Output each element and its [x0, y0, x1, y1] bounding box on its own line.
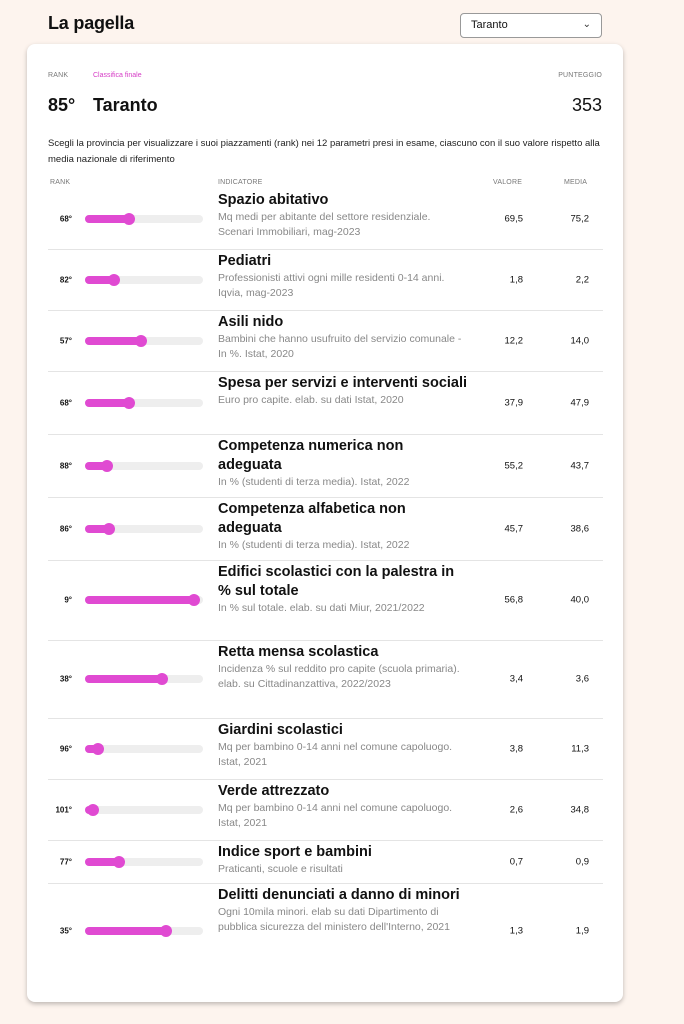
indicator-source: In % (studenti di terza media). Istat, 2022: [218, 476, 410, 488]
indicator-source: Mq per bambino 0-14 anni nel comune capoluogo. Istat, 2021: [218, 802, 453, 829]
indicator-rank: 38°: [59, 674, 72, 684]
indicator-title: Edifici scolastici con la palestra in % sul totale: [218, 564, 455, 599]
rank-bar: [85, 927, 203, 935]
indicator-rank: 86°: [59, 524, 72, 533]
indicator-row: [48, 249, 603, 311]
indicator-value: 12,2: [504, 335, 523, 346]
indicator-text: [218, 252, 468, 301]
indicator-rank: 35°: [59, 926, 72, 935]
indicator-average: 43,7: [570, 460, 589, 471]
rank-bar: [85, 745, 203, 753]
indicator-value: 45,7: [504, 523, 523, 534]
indicator-text: [218, 782, 468, 831]
indicator-value: 55,2: [504, 460, 523, 471]
indicator-value: 3,8: [509, 743, 523, 754]
indicator-value: 2,6: [509, 804, 523, 815]
chevron-down-icon: ⌄: [582, 19, 591, 30]
province-select[interactable]: [460, 13, 602, 38]
rank-bar: [85, 858, 203, 866]
rank-bar-marker: [188, 594, 200, 606]
indicator-average: 14,0: [570, 335, 589, 346]
indicator-average: 0,9: [575, 856, 589, 867]
indicator-source: Ogni 10mila minori. elab su dati Dipartimento di pubblica sicurezza del ministero dell'Interno, 2021: [218, 906, 450, 933]
indicator-text: [218, 313, 468, 362]
indicator-rank: 82°: [59, 275, 72, 284]
indicator-average: 3,6: [575, 673, 589, 685]
indicator-value: 69,5: [504, 213, 523, 224]
indicator-text: [218, 563, 468, 616]
overall-rank: 85°: [48, 95, 76, 115]
indicator-rank: 88°: [59, 461, 72, 470]
indicator-rank: 96°: [59, 744, 72, 753]
indicator-value: 56,8: [504, 594, 523, 606]
rank-bar-fill: [85, 927, 166, 935]
indicator-title: Delitti denunciati a danno di minori: [218, 887, 460, 903]
rank-bar-fill: [85, 596, 194, 604]
rank-bar: [85, 596, 203, 604]
indicator-text: [218, 843, 468, 877]
indicator-text: [218, 886, 468, 935]
page-title: La pagella: [48, 13, 135, 33]
indicator-title: Competenza numerica non adeguata: [218, 438, 404, 473]
rank-bar-marker: [103, 523, 115, 535]
indicator-rank: 77°: [59, 857, 72, 866]
rank-bar-marker: [123, 213, 135, 225]
indicator-average: 1,9: [575, 925, 589, 936]
rank-bar-marker: [160, 925, 172, 937]
indicator-row: [48, 188, 603, 250]
indicator-value: 1,3: [509, 925, 523, 936]
indicator-text: [218, 643, 468, 692]
province-select-value: Taranto: [471, 19, 508, 31]
indicator-source: Incidenza % sul reddito pro capite (scuola primaria). elab. su Cittadinanzattiva, 2022/2023: [218, 663, 460, 690]
indicator-text: [218, 191, 468, 240]
indicator-row: [48, 310, 603, 372]
indicator-source: Professionisti attivi ogni mille residenti 0-14 anni. Iqvia, mag-2023: [218, 272, 445, 299]
score-label: PUNTEGGIO: [558, 72, 602, 79]
indicator-title: Asili nido: [218, 314, 284, 330]
rank-bar: [85, 276, 203, 284]
indicator-source: Mq per bambino 0-14 anni nel comune capoluogo. Istat, 2021: [218, 741, 453, 768]
rank-bar: [85, 215, 203, 223]
indicator-row: [48, 883, 603, 978]
indicator-row: [48, 779, 603, 841]
indicator-source: Bambini che hanno usufruito del servizio comunale - In %. Istat, 2020: [218, 333, 462, 360]
indicator-rank: 9°: [64, 595, 72, 605]
indicator-title: Spazio abitativo: [218, 192, 329, 208]
indicator-rank: 68°: [59, 214, 72, 223]
rank-bar-fill: [85, 675, 162, 683]
header-value: VALORE: [493, 179, 523, 186]
indicator-average: 47,9: [570, 397, 589, 408]
header-average: MEDIA: [564, 179, 588, 186]
header-rank: RANK: [50, 179, 71, 186]
indicator-row: [48, 840, 603, 884]
indicator-value: 37,9: [504, 397, 523, 408]
indicator-average: 2,2: [575, 274, 589, 285]
indicator-average: 40,0: [570, 594, 589, 606]
indicator-average: 34,8: [570, 804, 589, 815]
rank-bar: [85, 399, 203, 407]
indicator-value: 0,7: [509, 856, 523, 867]
indicator-title: Retta mensa scolastica: [218, 644, 379, 660]
indicator-text: [218, 374, 468, 408]
rank-bar: [85, 806, 203, 814]
indicator-value: 3,4: [509, 673, 523, 685]
rank-bar-marker: [156, 673, 168, 685]
indicator-row: [48, 560, 603, 641]
rank-bar-marker: [101, 460, 113, 472]
indicator-source: Mq medi per abitante del settore residenziale. Scenari Immobiliari, mag-2023: [218, 211, 431, 238]
report-card: [27, 44, 623, 1002]
rank-bar: [85, 337, 203, 345]
indicator-text: [218, 437, 468, 490]
indicator-text: [218, 500, 468, 553]
indicator-title: Indice sport e bambini: [218, 844, 372, 860]
intro-text: Scegli la provincia per visualizzare i suoi piazzamenti (rank) nei 12 parametri presi in esame, ciascuno con il suo valore rispetto alla media nazionale di riferimento: [48, 138, 600, 165]
indicator-row: [48, 371, 603, 435]
rank-bar-marker: [123, 397, 135, 409]
indicator-rank: 57°: [59, 336, 72, 345]
indicator-average: 38,6: [570, 523, 589, 534]
rank-bar-marker: [87, 804, 99, 816]
indicator-row: [48, 640, 603, 719]
indicator-text: [218, 721, 468, 770]
indicator-average: 75,2: [570, 213, 589, 224]
rank-bar: [85, 462, 203, 470]
rank-bar-marker: [108, 274, 120, 286]
indicator-rank: 68°: [59, 398, 72, 407]
rank-bar-fill: [85, 337, 141, 345]
overall-score: 353: [571, 95, 602, 115]
indicator-value: 1,8: [509, 274, 523, 285]
indicator-row: [48, 497, 603, 561]
classifica-label: Classifica finale: [93, 72, 142, 79]
rank-label: RANK: [48, 72, 69, 79]
indicator-title: Spesa per servizi e interventi sociali: [218, 375, 468, 391]
indicator-title: Verde attrezzato: [218, 783, 330, 799]
indicator-source: Euro pro capite. elab. su dati Istat, 2020: [218, 394, 404, 406]
indicator-rank: 101°: [55, 805, 72, 814]
indicator-title: Giardini scolastici: [218, 722, 343, 738]
city-name: Taranto: [93, 95, 158, 115]
rank-bar: [85, 525, 203, 533]
indicator-source: Praticanti, scuole e risultati: [218, 863, 343, 875]
rank-bar: [85, 675, 203, 683]
header-indicator: INDICATORE: [218, 179, 263, 186]
indicator-row: [48, 718, 603, 780]
rank-bar-marker: [113, 856, 125, 868]
indicator-source: In % sul totale. elab. su dati Miur, 2021/2022: [218, 602, 425, 614]
indicator-title: Pediatri: [218, 253, 272, 269]
indicator-average: 11,3: [571, 743, 589, 754]
indicator-title: Competenza alfabetica non adeguata: [218, 501, 406, 536]
indicator-source: In % (studenti di terza media). Istat, 2022: [218, 539, 410, 551]
rank-bar-marker: [92, 743, 104, 755]
indicator-row: [48, 434, 603, 498]
rank-bar-marker: [135, 335, 147, 347]
